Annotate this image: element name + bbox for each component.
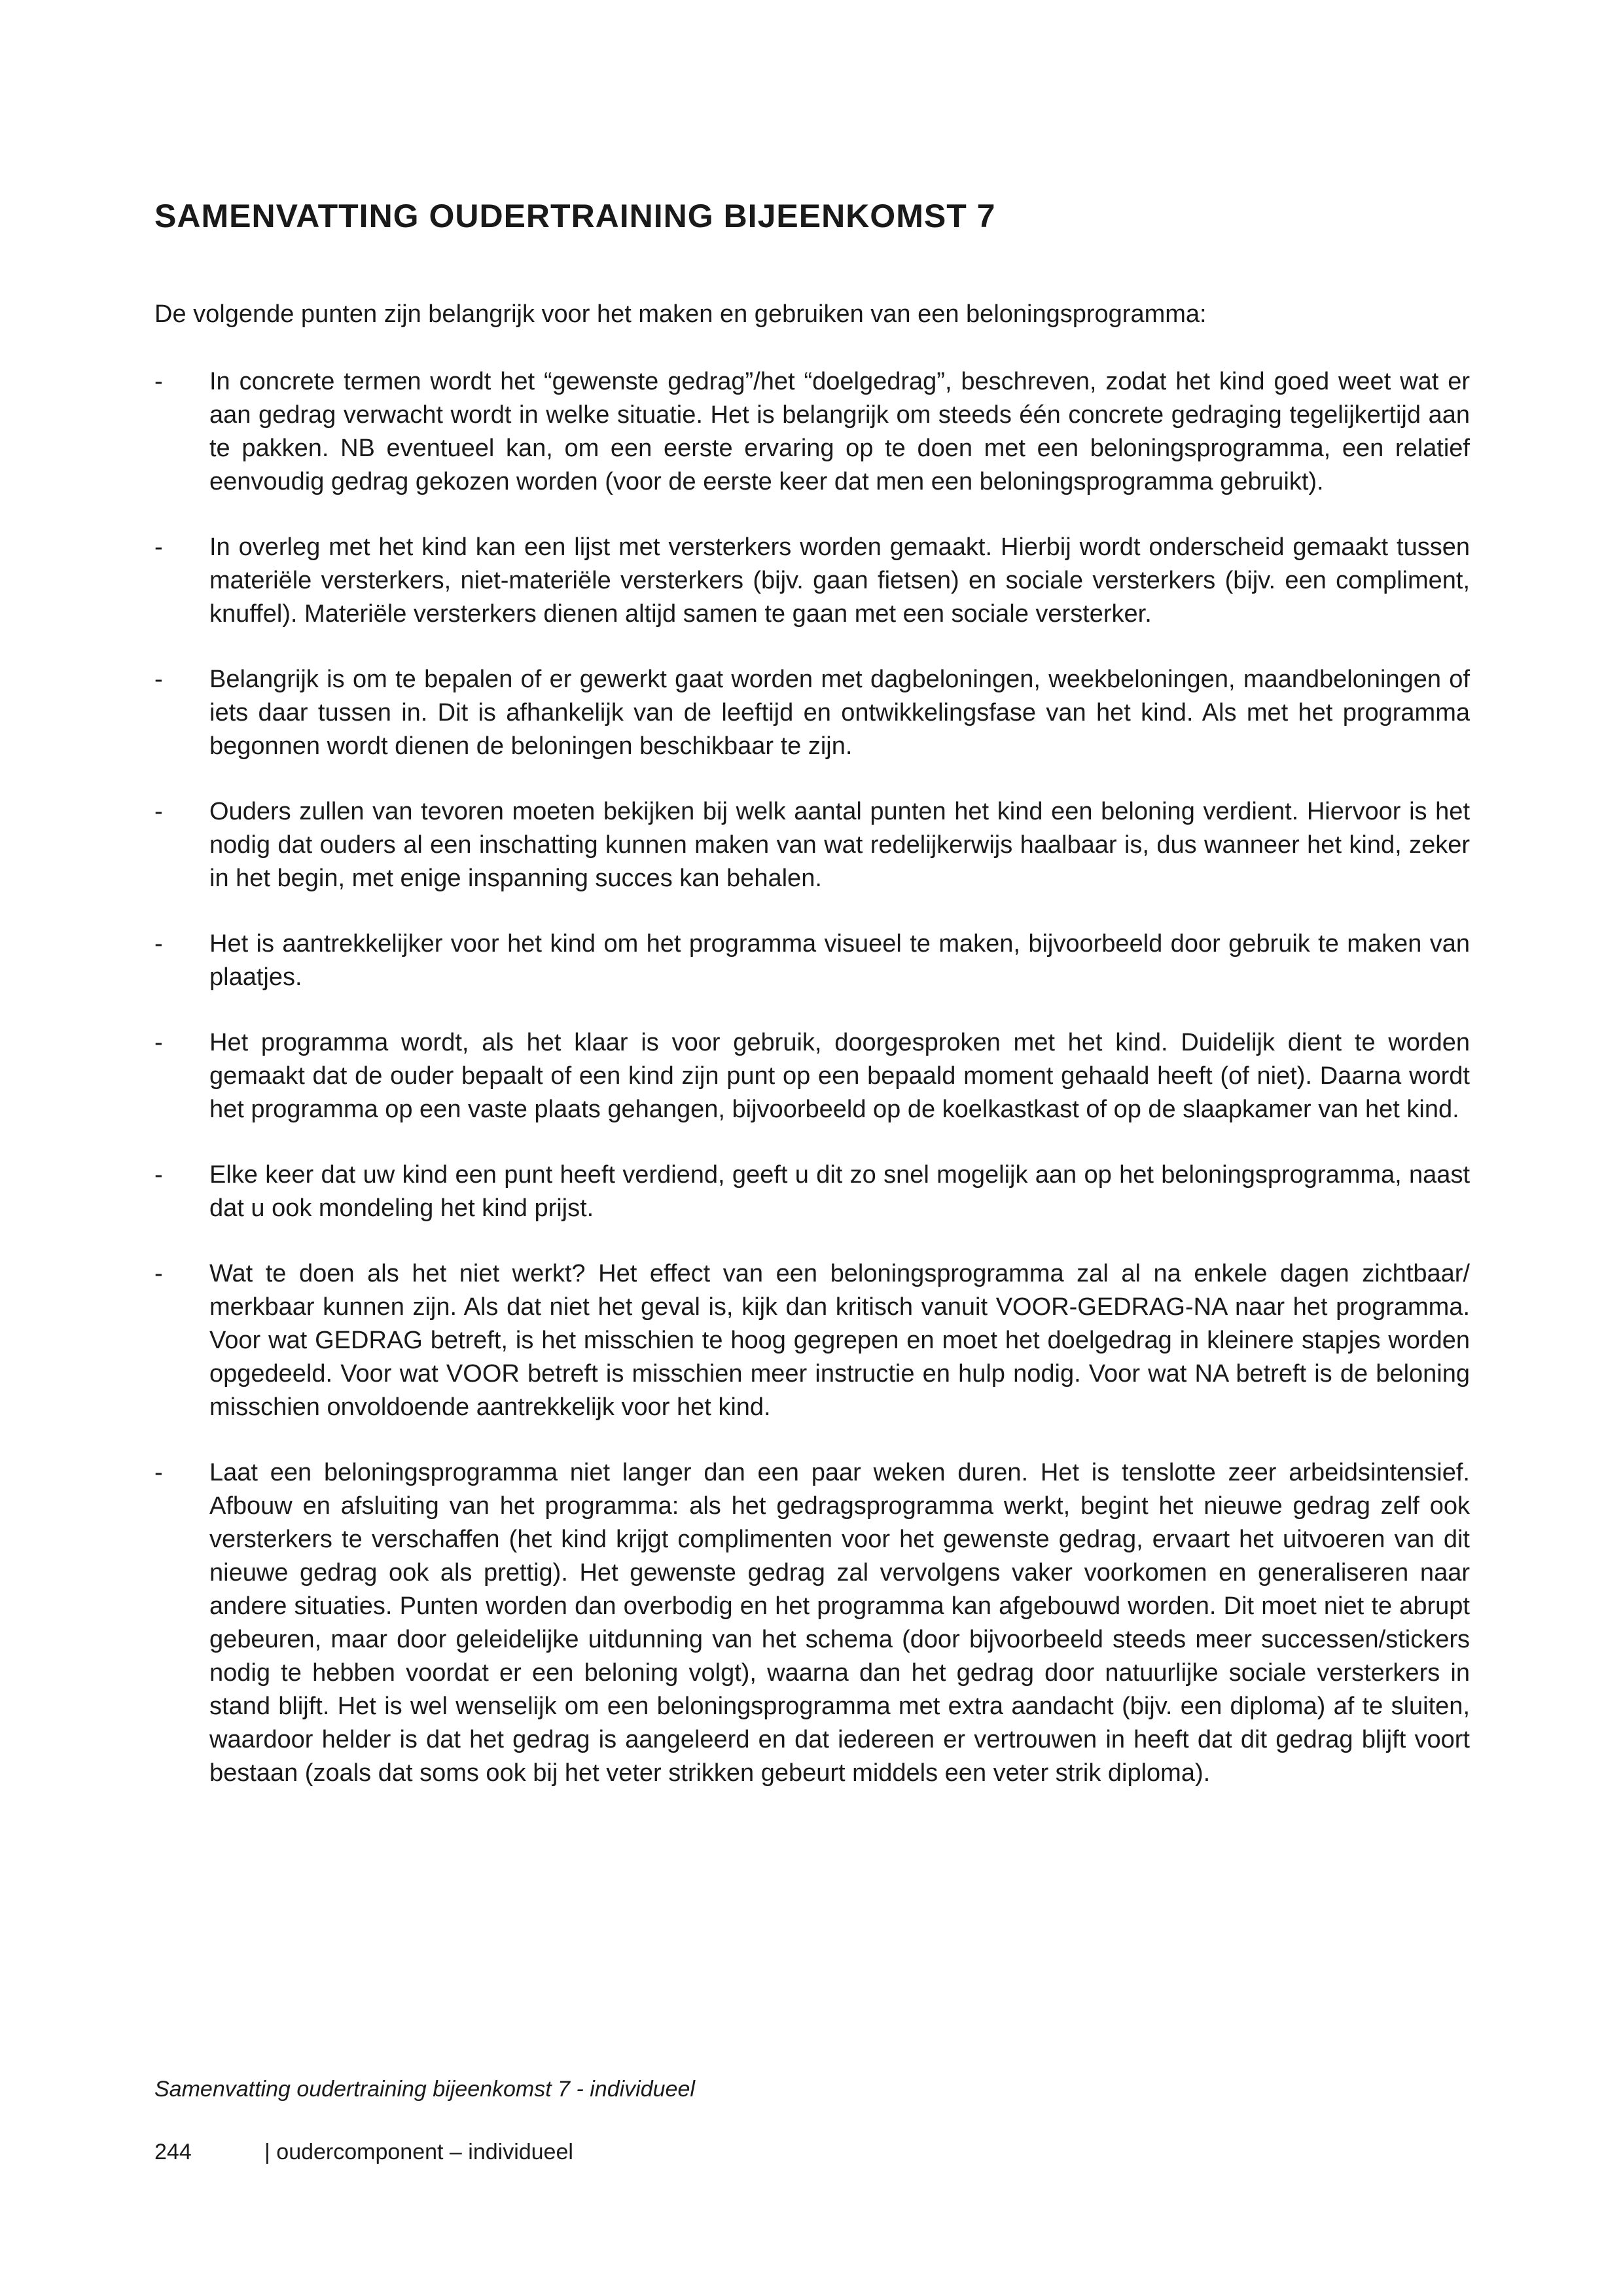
bullet-dash: - [154, 368, 163, 395]
list-item [154, 927, 1470, 994]
bullet-dash: - [154, 1459, 163, 1486]
list-item [154, 795, 1470, 895]
page-number: 244 [154, 2140, 192, 2164]
bullet-dash: - [154, 798, 163, 825]
page-title: SAMENVATTING OUDERTRAINING BIJEENKOMST 7 [154, 198, 996, 234]
list-item [154, 663, 1470, 763]
bullet-text: Wat te doen als het niet werkt? Het effect van een beloningsprogramma zal al na enkele dagen zichtbaar/ merkbaar kunnen zijn. Als dat niet het geval is, kijk dan kritisch vanuit VOOR-GEDRAG-NA naar het programma. Voor wat GEDRAG betreft, is het misschien te hoog gegrepen en moet het doelgedrag in kleinere stapjes worden opgedeeld. Voor wat VOOR betreft is misschien meer instructie en hulp nodig. Voor wat NA betreft is de beloning misschien onvoldoende aantrekkelijk voor het kind. [209, 1260, 1470, 1421]
bullet-dash: - [154, 1029, 163, 1056]
list-item [154, 1257, 1470, 1424]
bullet-dash: - [154, 533, 163, 561]
intro-paragraph: De volgende punten zijn belangrijk voor het maken en gebruiken van een beloningsprogramma: [154, 300, 1207, 328]
bullet-text: In concrete termen wordt het “gewenste gedrag”/het “doelgedrag”, beschreven, zodat het kind goed weet wat er aan gedrag verwacht wordt in welke situatie. Het is belangrijk om steeds één concrete gedraging tegelijkertijd aan te pakken. NB eventueel kan, om een eerste ervaring op te doen met een beloningsprogramma, een relatief eenvoudig gedrag gekozen worden (voor de eerste keer dat men een beloningsprogramma gebruikt). [209, 368, 1470, 495]
bullet-text: Elke keer dat uw kind een punt heeft verdiend, geeft u dit zo snel mogelijk aan op het beloningsprogramma, naast dat u ook mondeling het kind prijst. [209, 1161, 1470, 1222]
bullet-text: Het is aantrekkelijker voor het kind om het programma visueel te maken, bijvoorbeeld door gebruik te maken van plaatjes. [209, 930, 1470, 991]
list-item [154, 1158, 1470, 1225]
page-footer [154, 2139, 573, 2166]
bullet-list [154, 365, 1470, 1822]
bullet-dash: - [154, 930, 163, 958]
list-item [154, 1456, 1470, 1790]
bullet-text: In overleg met het kind kan een lijst met versterkers worden gemaakt. Hierbij wordt onderscheid gemaakt tussen materiële versterkers, niet-materiële versterkers (bijv. gaan fietsen) en sociale versterkers (bijv. een compliment, knuffel). Materiële versterkers dienen altijd samen te gaan met een sociale versterker. [209, 533, 1470, 628]
bullet-dash: - [154, 666, 163, 693]
bullet-text: Laat een beloningsprogramma niet langer dan een paar weken duren. Het is tenslotte zeer arbeidsintensief. Afbouw en afsluiting van het programma: als het gedragsprogramma werkt, begint het nieuwe gedrag zelf ook versterkers te verschaffen (het kind krijgt complimenten voor het gewenste gedrag, ervaart het uitvoeren van dit nieuwe gedrag ook als prettig). Het gewenste gedrag zal vervolgens vaker voorkomen en generaliseren naar andere situaties. Punten worden dan overbodig en het programma kan afgebouwd worden. Dit moet niet te abrupt gebeuren, maar door geleidelijke uitdunning van het schema (door bijvoorbeeld steeds meer successen/stickers nodig te hebben voordat er een beloning volgt), waarna dan het gedrag door natuurlijke sociale versterkers in stand blijft. Het is wel wenselijk om een beloningsprogramma met extra aandacht (bijv. een diploma) af te sluiten, waardoor helder is dat het gedrag is aangeleerd en dat iedereen er vertrouwen in heeft dat dit gedrag blijft voort bestaan (zoals dat soms ook bij het veter strikken gebeurt middels een veter strik diploma). [209, 1459, 1470, 1787]
bullet-dash: - [154, 1260, 163, 1287]
list-item [154, 531, 1470, 631]
bullet-text: Belangrijk is om te bepalen of er gewerkt gaat worden met dagbeloningen, weekbeloningen, maandbeloningen of iets daar tussen in. Dit is afhankelijk van de leeftijd en ontwikkelingsfase van het kind. Als met het programma begonnen wordt dienen de beloningen beschikbaar te zijn. [209, 666, 1470, 760]
bullet-text: Het programma wordt, als het klaar is voor gebruik, doorgesproken met het kind. Duidelijk dient te worden gemaakt dat de ouder bepaalt of een kind zijn punt op een bepaald moment gehaald heeft (of niet). Daarna wordt het programma op een vaste plaats gehangen, bijvoorbeeld op de koelkastkast of op de slaapkamer van het kind. [209, 1029, 1470, 1123]
list-item [154, 365, 1470, 499]
document-caption: Samenvatting oudertraining bijeenkomst 7 - individueel [154, 2077, 695, 2102]
bullet-text: Ouders zullen van tevoren moeten bekijken bij welk aantal punten het kind een beloning verdient. Hiervoor is het nodig dat ouders al een inschatting kunnen maken van wat redelijkerwijs haalbaar is, dus wanneer het kind, zeker in het begin, met enige inspanning succes kan behalen. [209, 798, 1470, 892]
bullet-dash: - [154, 1161, 163, 1189]
footer-section-label: | oudercomponent – individueel [264, 2140, 573, 2164]
list-item [154, 1026, 1470, 1126]
